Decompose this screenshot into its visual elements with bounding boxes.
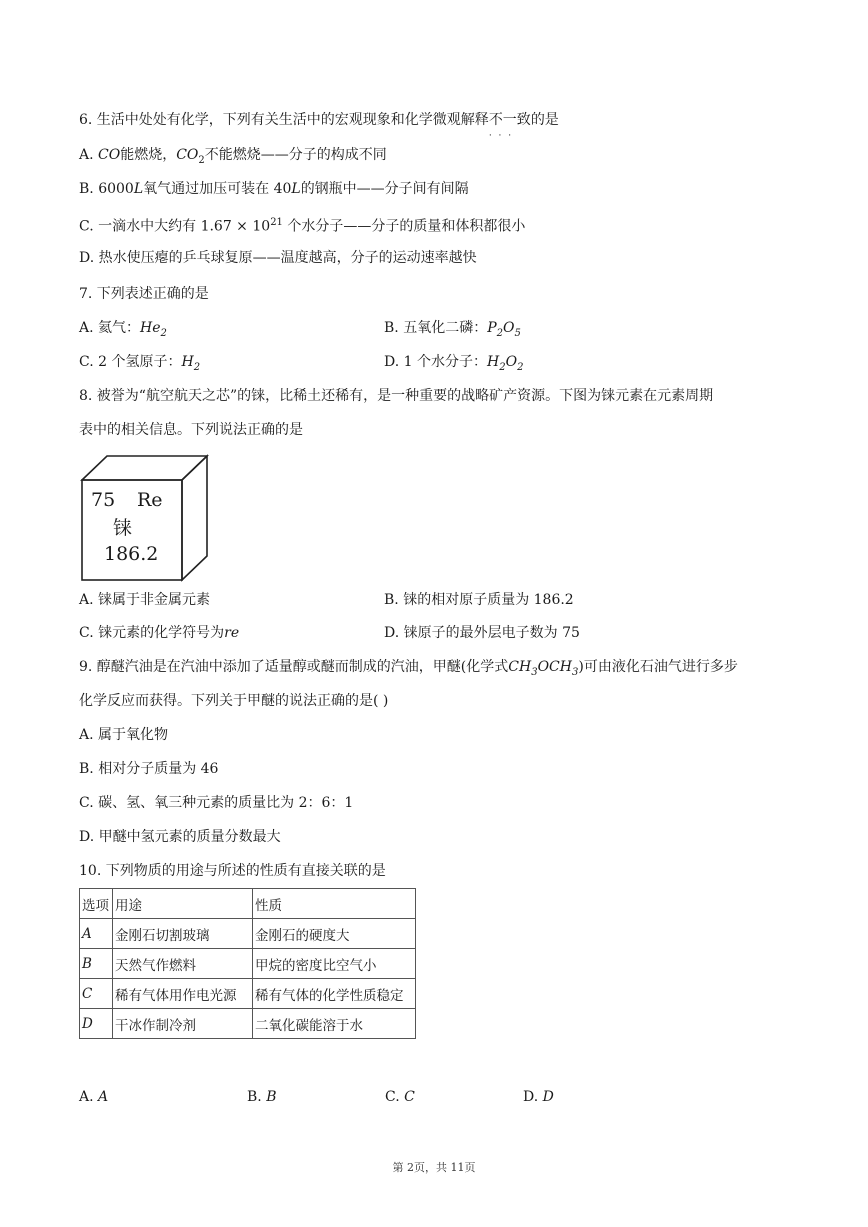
table-cell: 金刚石的硬度大 [253,919,416,949]
q8-option-a: A. 铼属于非金属元素 [79,592,211,608]
q8-option-b: B. 铼的相对原子质量为 186.2 [384,592,574,608]
q7-option-d: D. 1 个水分子：$H_2O_2$ [384,354,524,373]
q6-emphasis: 不一致 · · · [489,112,531,128]
element-symbol: Re [137,489,163,511]
table-cell: 天然气作燃料 [113,949,253,979]
q10-table [79,888,416,1039]
q7-option-b: B. 五氧化二磷：$P_2O_5$ [384,320,521,339]
table-header: 选项 [80,889,113,919]
table-header: 性质 [253,889,416,919]
q10-option-d: D. D [523,1089,554,1105]
q9-option-b: B. 相对分子质量为 46 [79,761,219,777]
table-cell: D [80,1009,113,1039]
table-cell: 稀有气体用作电光源 [113,979,253,1009]
q9-option-d: D. 甲醚中氢元素的质量分数最大 [79,829,281,845]
q9-option-c: C. 碳、氢、氧三种元素的质量比为 2：6：1 [79,795,354,811]
q6-option-a: A. CO能燃烧，$CO_2$不能燃烧——分子的构成不同 [79,147,387,166]
table-cell: B [80,949,113,979]
q8-stem-line2: 表中的相关信息。下列说法正确的是 [79,422,303,438]
q9-stem-line1: 9. 醇醚汽油是在汽油中添加了适量醇或醚而制成的汽油，甲醚(化学式$CH_3OCH_3$)可由液化石油气进行多步 [79,659,738,678]
table-cell: 干冰作制冷剂 [113,1009,253,1039]
q7-option-a: A. 氦气：$He_2$ [79,320,167,339]
q7-option-c: C. 2 个氢原子：$H_2$ [79,354,201,373]
atomic-mass: 186.2 [104,543,159,565]
table-cell: 甲烷的密度比空气小 [253,949,416,979]
q7-stem: 7. 下列表述正确的是 [79,286,209,302]
page-footer: 第 2页，共 11页 [392,1161,476,1174]
q6-option-d: D. 热水使压瘪的乒乓球复原——温度越高，分子的运动速率越快 [79,250,477,266]
table-cell: 金刚石切割玻璃 [113,919,253,949]
q10-option-b: B. B [247,1089,277,1105]
table-row [80,1009,416,1039]
q8-stem-line1: 8. 被誉为“航空航天之芯”的铼，比稀土还稀有，是一种重要的战略矿产资源。下图为铼元素在元素周期 [79,388,714,404]
element-name: 铼 [113,517,133,539]
table-row [80,919,416,949]
q8-option-c: C. 铼元素的化学符号为re [79,625,240,641]
table-row [80,949,416,979]
table-cell: 二氧化碳能溶于水 [253,1009,416,1039]
table-cell: C [80,979,113,1009]
q8-option-d: D. 铼原子的最外层电子数为 75 [384,625,580,641]
table-row [80,979,416,1009]
q9-stem-line2: 化学反应而获得。下列关于甲醚的说法正确的是( ) [79,693,389,709]
table-header-row [80,889,416,919]
q6-stem: 6. 生活中处处有化学，下列有关生活中的宏观现象和化学微观解释不一致 · · ·的是 [79,110,559,130]
q10-option-a: A. A [79,1089,109,1105]
rhenium-element-cell [79,453,209,583]
q10-option-c: C. C [385,1089,415,1105]
table-cell: A [80,919,113,949]
q6-option-c: C. 一滴水中大约有 $1.67 \times 10^{21}$ 个水分子——分子的质量和体积都很小 [79,217,526,235]
atomic-number: 75 [91,489,116,511]
table-cell: 稀有气体的化学性质稳定 [253,979,416,1009]
q6-option-b: B. 6000L氧气通过加压可装在 40L的钢瓶中——分子间有间隔 [79,181,469,197]
table-header: 用途 [113,889,253,919]
q9-option-a: A. 属于氧化物 [79,727,169,743]
q10-stem: 10. 下列物质的用途与所述的性质有直接关联的是 [79,863,386,879]
